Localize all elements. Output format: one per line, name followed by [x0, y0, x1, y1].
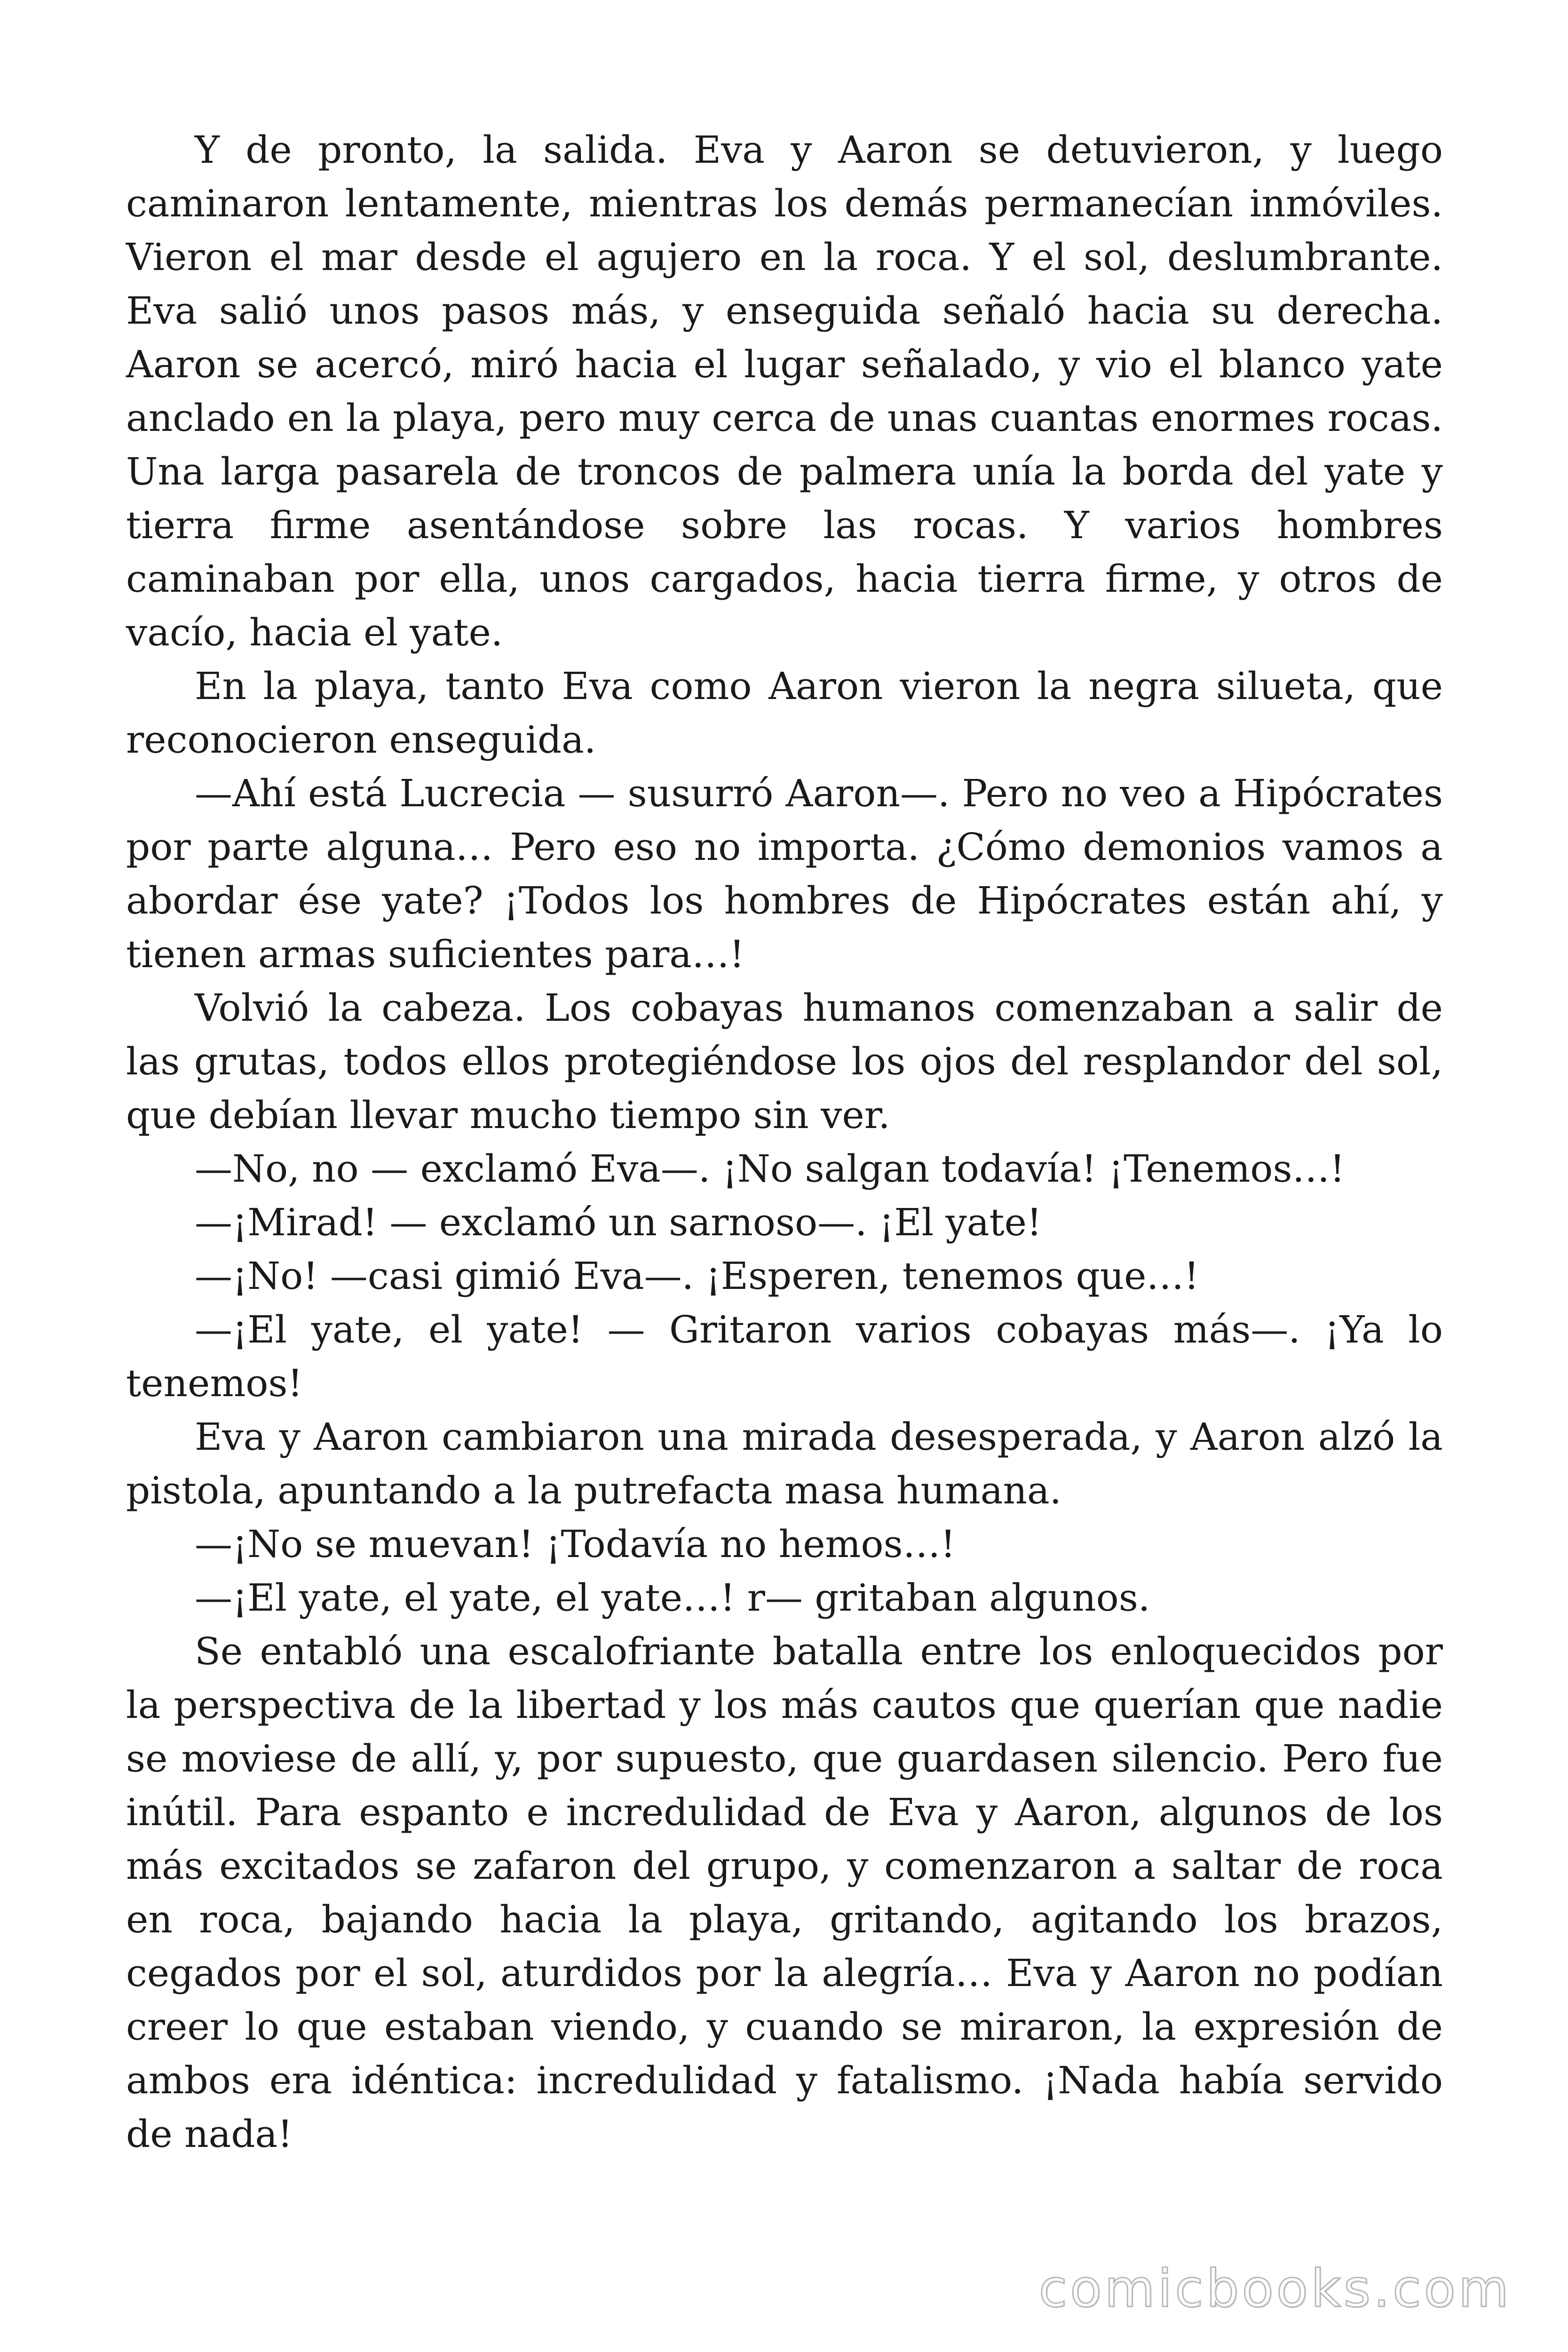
paragraph: —¡No! —casi gimió Eva—. ¡Esperen, tenemos que…! — [195, 1254, 1199, 1298]
paragraph: —¡Mirad! — exclamó un sarnoso—. ¡El yate! — [195, 1200, 1042, 1244]
paragraph: —¡El yate, el yate! — Gritaron varios cobayas más—. ¡Ya lo tenemos! — [126, 1308, 1443, 1405]
paragraph: —No, no — exclamó Eva—. ¡No salgan todavía! ¡Tenemos…! — [195, 1147, 1345, 1191]
paragraph: Volvió la cabeza. Los cobayas humanos comenzaban a salir de las grutas, todos ellos protegiéndose los ojos del resplandor del sol, que debían llevar mucho tiempo sin ver. — [126, 986, 1443, 1137]
paragraph: Y de pronto, la salida. Eva y Aaron se detuvieron, y luego caminaron lentamente, mientras los demás permanecían inmóviles. Vieron el mar desde el agujero en la roca. Y el sol, deslumbrante. Eva salió unos pasos más, y enseguida señaló hacia su derecha. Aaron se acercó, miró hacia el lugar señalado, y vio el blanco yate anclado en la playa, pero muy cerca de unas cuantas enormes rocas. Una larga pasarela de troncos de palmera unía la borda del yate y tierra firme asentándose sobre las rocas. Y varios hombres caminaban por ella, unos cargados, hacia tierra firme, y otros de vacío, hacia el yate. — [126, 128, 1443, 654]
paragraph: —¡El yate, el yate, el yate…! r— gritaban algunos. — [195, 1576, 1150, 1620]
page-body — [126, 123, 1443, 2161]
paragraph: —Ahí está Lucrecia — susurró Aaron—. Pero no veo a Hipócrates por parte alguna… Pero eso no importa. ¿Cómo demonios vamos a abordar ése yate? ¡Todos los hombres de Hipócrates están ahí, y tienen armas suficientes para…! — [126, 771, 1443, 976]
paragraph: —¡No se muevan! ¡Todavía no hemos…! — [195, 1522, 956, 1566]
paragraph: Se entabló una escalofriante batalla entre los enloquecidos por la perspectiva de la libertad y los más cautos que querían que nadie se moviese de allí, y, por supuesto, que guardasen silencio. Pero fue inútil. Para espanto e incredulidad de Eva y Aaron, algunos de los más excitados se zafaron del grupo, y comenzaron a saltar de roca en roca, bajando hacia la playa, gritando, agitando los brazos, cegados por el sol, aturdidos por la alegría… Eva y Aaron no podían creer lo que estaban viendo, y cuando se miraron, la expresión de ambos era idéntica: incredulidad y fatalismo. ¡Nada había servido de nada! — [126, 1629, 1443, 2156]
watermark: comicbooks.com — [1038, 2258, 1512, 2319]
paragraph: En la playa, tanto Eva como Aaron vieron la negra silueta, que reconocieron enseguida. — [126, 664, 1443, 762]
paragraph: Eva y Aaron cambiaron una mirada desesperada, y Aaron alzó la pistola, apuntando a la putrefacta masa humana. — [126, 1415, 1443, 1512]
